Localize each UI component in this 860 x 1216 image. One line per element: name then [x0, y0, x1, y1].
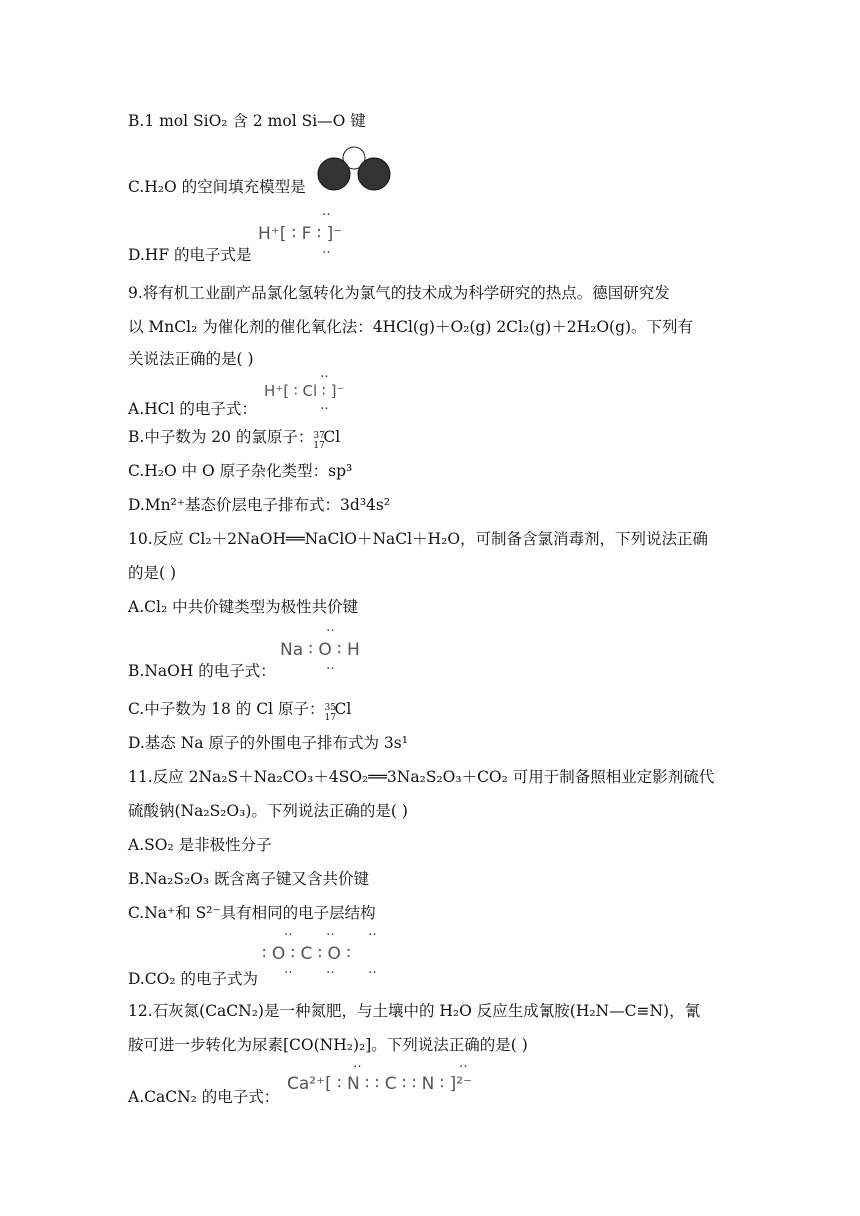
- q9-option-b: B.中子数为 20 的氯原子： 37 17 Cl: [128, 428, 341, 451]
- co2-electron-formula: [262, 924, 379, 977]
- lone-pair-dots: ‥: [320, 398, 331, 413]
- hcl-lewis-text: H⁺[ ∶ Cl ∶ ]⁻: [264, 382, 345, 400]
- q12-line-1: 12.石灰氮(CaCN₂)是一种氮肥，与土壤中的 H₂O 反应生成氰胺(H₂N—C≡N)，氰: [128, 1002, 701, 1020]
- q10-line-1: 10.反应 Cl₂＋2NaOH══NaClO＋NaCl＋H₂O，可制备含氯消毒剂，下列说法正确: [128, 530, 709, 548]
- q9-option-d: D.Mn²⁺基态价层电子排布式：3d³4s²: [128, 496, 391, 514]
- q11-option-b: B.Na₂S₂O₃ 既含离子键又含共价键: [128, 870, 370, 888]
- option-d-hf-label: D.HF 的电子式是: [128, 246, 252, 264]
- q10-option-c: C.中子数为 18 的 Cl 原子： 35 17 Cl: [128, 700, 352, 723]
- q9-line-3: 关说法正确的是( ): [128, 350, 254, 368]
- q9-line-2: 以 MnCl₂ 为催化剂的催化氧化法：4HCl(g)＋O₂(g) 2Cl₂(g)＋2H₂O(g)。下列有: [128, 318, 694, 336]
- hf-lewis-text: H⁺[ ∶ F ∶ ]⁻: [258, 224, 343, 244]
- hf-electron-formula: [258, 204, 343, 257]
- option-c-h2o-model-label: C.H₂O 的空间填充模型是: [128, 178, 306, 196]
- q10-option-a: A.Cl₂ 中共价键类型为极性共价键: [128, 598, 359, 616]
- q11-line-1: 11.反应 2Na₂S＋Na₂CO₃＋4SO₂══3Na₂S₂O₃＋CO₂ 可用于制备照相业定影剂硫代: [128, 768, 715, 786]
- q9-line-1: 9.将有机工业副产品氯化氢转化为氯气的技术成为科学研究的热点。德国研究发: [128, 284, 670, 302]
- hcl-electron-formula: [264, 366, 345, 413]
- lone-pair-dots: ‥: [459, 1056, 470, 1071]
- cl37-nuclide: 37 17: [313, 431, 325, 451]
- lone-pair-dots: ‥: [326, 924, 337, 939]
- q11-option-c: C.Na⁺和 S²⁻具有相同的电子层结构: [128, 904, 376, 922]
- lone-pair-dots: ‥: [353, 1056, 364, 1071]
- q10-option-b-label: B.NaOH 的电子式：: [128, 662, 276, 680]
- q9-option-a-label: A.HCl 的电子式：: [128, 400, 257, 418]
- q11-line-2: 硫酸钠(Na₂S₂O₃)。下列说法正确的是( ): [128, 802, 408, 820]
- lone-pair-dots: ‥: [322, 242, 333, 257]
- q9-option-c: C.H₂O 中 O 原子杂化类型：sp³: [128, 462, 353, 480]
- lone-pair-dots: ‥: [368, 962, 379, 977]
- lone-pair-dots: ‥: [284, 962, 295, 977]
- q11-option-a: A.SO₂ 是非极性分子: [128, 836, 272, 854]
- cl35-nuclide: 35 17: [324, 703, 336, 723]
- q10-line-2: 的是( ): [128, 564, 177, 582]
- cacn2-electron-formula: [287, 1056, 473, 1094]
- lone-pair-dots: ‥: [322, 204, 333, 219]
- q10-option-d: D.基态 Na 原子的外围电子排布式为 3s¹: [128, 734, 408, 752]
- cacn2-lewis-text: Ca²⁺[ ∶ N ∶ ∶ C ∶ ∶ N ∶ ]²⁻: [287, 1074, 473, 1094]
- option-b-sio2: B.1 mol SiO₂ 含 2 mol Si—O 键: [128, 112, 366, 130]
- naoh-electron-formula: [280, 620, 360, 673]
- lone-pair-dots: ‥: [326, 962, 337, 977]
- q11-option-d-label: D.CO₂ 的电子式为: [128, 970, 259, 988]
- q12-line-2: 胺可进一步转化为尿素[CO(NH₂)₂]。下列说法正确的是( ): [128, 1036, 528, 1054]
- naoh-lewis-text: Na ∶ O ∶ H: [280, 640, 360, 660]
- co2-lewis-text: ∶ O ∶ C ∶ O ∶: [262, 944, 351, 964]
- lone-pair-dots: ‥: [326, 620, 337, 635]
- q12-option-a-label: A.CaCN₂ 的电子式：: [128, 1088, 280, 1106]
- lone-pair-dots: ‥: [284, 924, 295, 939]
- lone-pair-dots: ‥: [320, 366, 331, 381]
- lone-pair-dots: ‥: [368, 924, 379, 939]
- lone-pair-dots: ‥: [326, 658, 337, 673]
- h2o-space-filling-model: [316, 146, 392, 192]
